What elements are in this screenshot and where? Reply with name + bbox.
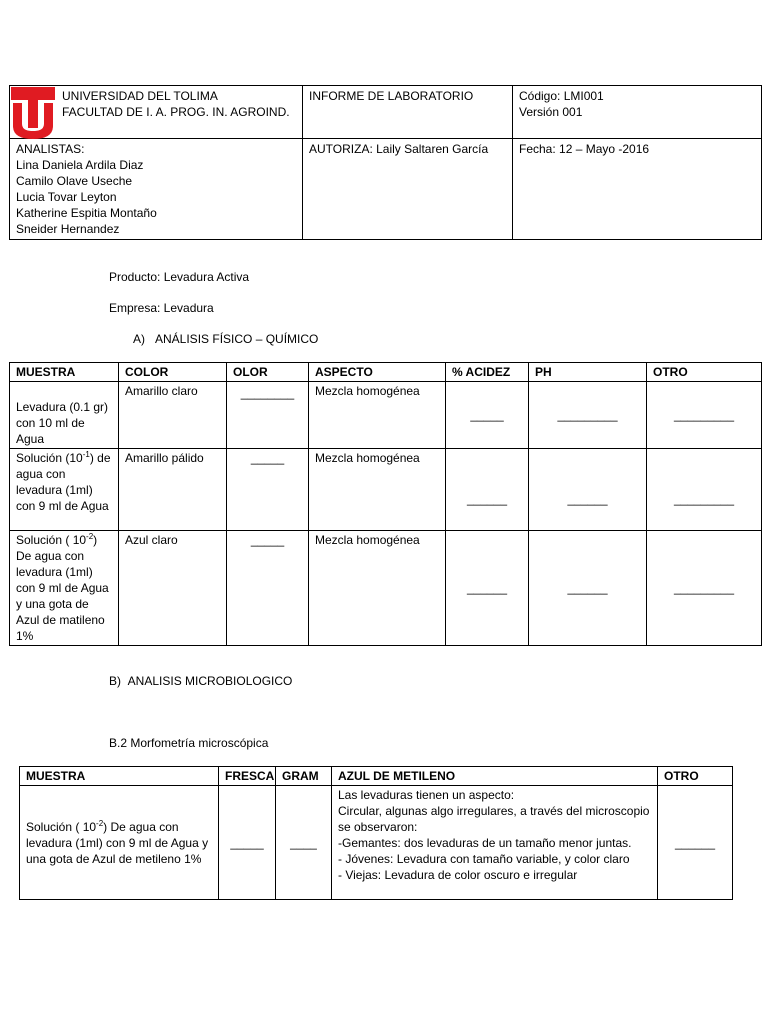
code-cell <box>513 86 762 139</box>
sample-text: Solución ( 10 <box>26 819 97 834</box>
column-header: PH <box>529 363 647 382</box>
blank-line: ________ <box>240 386 295 400</box>
odor-cell <box>227 531 309 646</box>
sample-cell <box>10 449 119 531</box>
authorizes-cell: AUTORIZA: Laily Saltaren García <box>303 139 513 240</box>
methylene-blue-cell: Las levaduras tienen un aspecto: Circular, algunas algo irregulares, a través del microscopio se observaron: -Gemantes: dos levaduras de un tamaño menor juntas. - Jóvenes: Levadura con tamaño variable, y color claro - Viejas: Levadura de color oscuro e irregular <box>332 786 658 900</box>
header-table <box>9 85 762 240</box>
table-row <box>10 382 762 449</box>
blank-line: ______ <box>466 581 508 595</box>
blank-line: _________ <box>557 408 618 422</box>
section-a-heading: A) ANÁLISIS FÍSICO – QUÍMICO <box>133 332 319 346</box>
column-header: OTRO <box>647 363 762 382</box>
column-header: AZUL DE METILENO <box>332 767 658 786</box>
section-b-heading: B) ANALISIS MICROBIOLOGICO <box>109 674 293 688</box>
blank-line: ______ <box>466 492 508 506</box>
fresh-cell <box>219 786 276 900</box>
analyst-name: Lina Daniela Ardila Diaz <box>16 158 144 172</box>
blank-line: ______ <box>567 581 608 595</box>
analyst-name: Katherine Espitia Montaño <box>16 206 157 220</box>
blank-line: _________ <box>673 492 735 506</box>
odor-cell <box>227 382 309 449</box>
gram-cell <box>276 786 332 900</box>
blank-line: ______ <box>567 492 608 506</box>
blank-line: ______ <box>674 835 716 850</box>
document-code: Código: LMI001 <box>519 89 604 103</box>
sample-text: Solución (10 <box>16 451 83 465</box>
document-version: Versión 001 <box>519 105 583 119</box>
exponent: -2 <box>86 532 94 541</box>
acidity-cell <box>446 449 529 531</box>
aspect-cell: Mezcla homogénea <box>309 449 446 531</box>
sample-cell <box>20 786 219 900</box>
section-b2-heading: B.2 Morfometría microscópica <box>109 736 269 750</box>
blank-line: _____ <box>250 451 285 465</box>
blank-line: _____ <box>250 533 285 547</box>
microscopy-table <box>19 766 733 900</box>
analysts-label: ANALISTAS: <box>16 142 85 156</box>
sample-text: ) De agua con levadura (1ml) con 9 ml de Agua y una gota de Azul de metileno 1% <box>26 819 209 866</box>
other-cell <box>658 786 733 900</box>
odor-cell <box>227 449 309 531</box>
table-header-row <box>10 363 762 382</box>
table-row <box>10 531 762 646</box>
university-name: UNIVERSIDAD DEL TOLIMA <box>62 89 218 103</box>
blank-line: _________ <box>673 581 735 595</box>
exponent: -1 <box>82 450 90 459</box>
blank-line: _____ <box>470 408 504 422</box>
ph-cell <box>529 449 647 531</box>
aspect-cell: Mezcla homogénea <box>309 531 446 646</box>
column-header: OLOR <box>227 363 309 382</box>
table-header-row <box>20 767 733 786</box>
sample-text: ) de agua con levadura (1ml) con 9 ml de Agua <box>16 451 111 513</box>
acidity-cell <box>446 531 529 646</box>
color-cell: Amarillo pálido <box>119 449 227 531</box>
blank-line: _____ <box>230 835 264 850</box>
product-line: Producto: Levadura Activa <box>109 270 250 284</box>
analyst-name: Camilo Olave Useche <box>16 174 133 188</box>
date-cell: Fecha: 12 – Mayo -2016 <box>513 139 762 240</box>
column-header: ASPECTO <box>309 363 446 382</box>
column-header: % ACIDEZ <box>446 363 529 382</box>
table-row <box>20 786 733 900</box>
other-cell <box>647 531 762 646</box>
company-line: Empresa: Levadura <box>109 301 214 315</box>
analyst-name: Lucia Tovar Leyton <box>16 190 117 204</box>
acidity-cell <box>446 382 529 449</box>
ph-cell <box>529 382 647 449</box>
sample-cell <box>10 531 119 646</box>
other-cell <box>647 382 762 449</box>
blank-line: ____ <box>290 835 317 850</box>
report-title: INFORME DE LABORATORIO <box>303 86 513 139</box>
column-header: MUESTRA <box>20 767 219 786</box>
ph-cell <box>529 531 647 646</box>
analyst-name: Sneider Hernandez <box>16 222 120 236</box>
column-header: FRESCA <box>219 767 276 786</box>
column-header: COLOR <box>119 363 227 382</box>
faculty-name: FACULTAD DE I. A. PROG. IN. AGROIND. <box>62 105 290 119</box>
blank-line: _________ <box>673 408 735 422</box>
university-cell <box>10 86 303 139</box>
column-header: OTRO <box>658 767 733 786</box>
university-logo-icon <box>11 87 55 139</box>
color-cell: Azul claro <box>119 531 227 646</box>
analysts-cell <box>10 139 303 240</box>
exponent: -2 <box>96 818 104 828</box>
sample-cell: Levadura (0.1 gr) con 10 ml de Agua <box>10 382 119 449</box>
column-header: GRAM <box>276 767 332 786</box>
column-header: MUESTRA <box>10 363 119 382</box>
physicochemical-table <box>9 362 762 646</box>
color-cell: Amarillo claro <box>119 382 227 449</box>
sample-text: ) De agua con levadura (1ml) con 9 ml de Agua y una gota de Azul de matileno 1% <box>16 533 109 643</box>
sample-text: Solución ( 10 <box>16 533 87 547</box>
other-cell <box>647 449 762 531</box>
table-row <box>10 449 762 531</box>
aspect-cell: Mezcla homogénea <box>309 382 446 449</box>
